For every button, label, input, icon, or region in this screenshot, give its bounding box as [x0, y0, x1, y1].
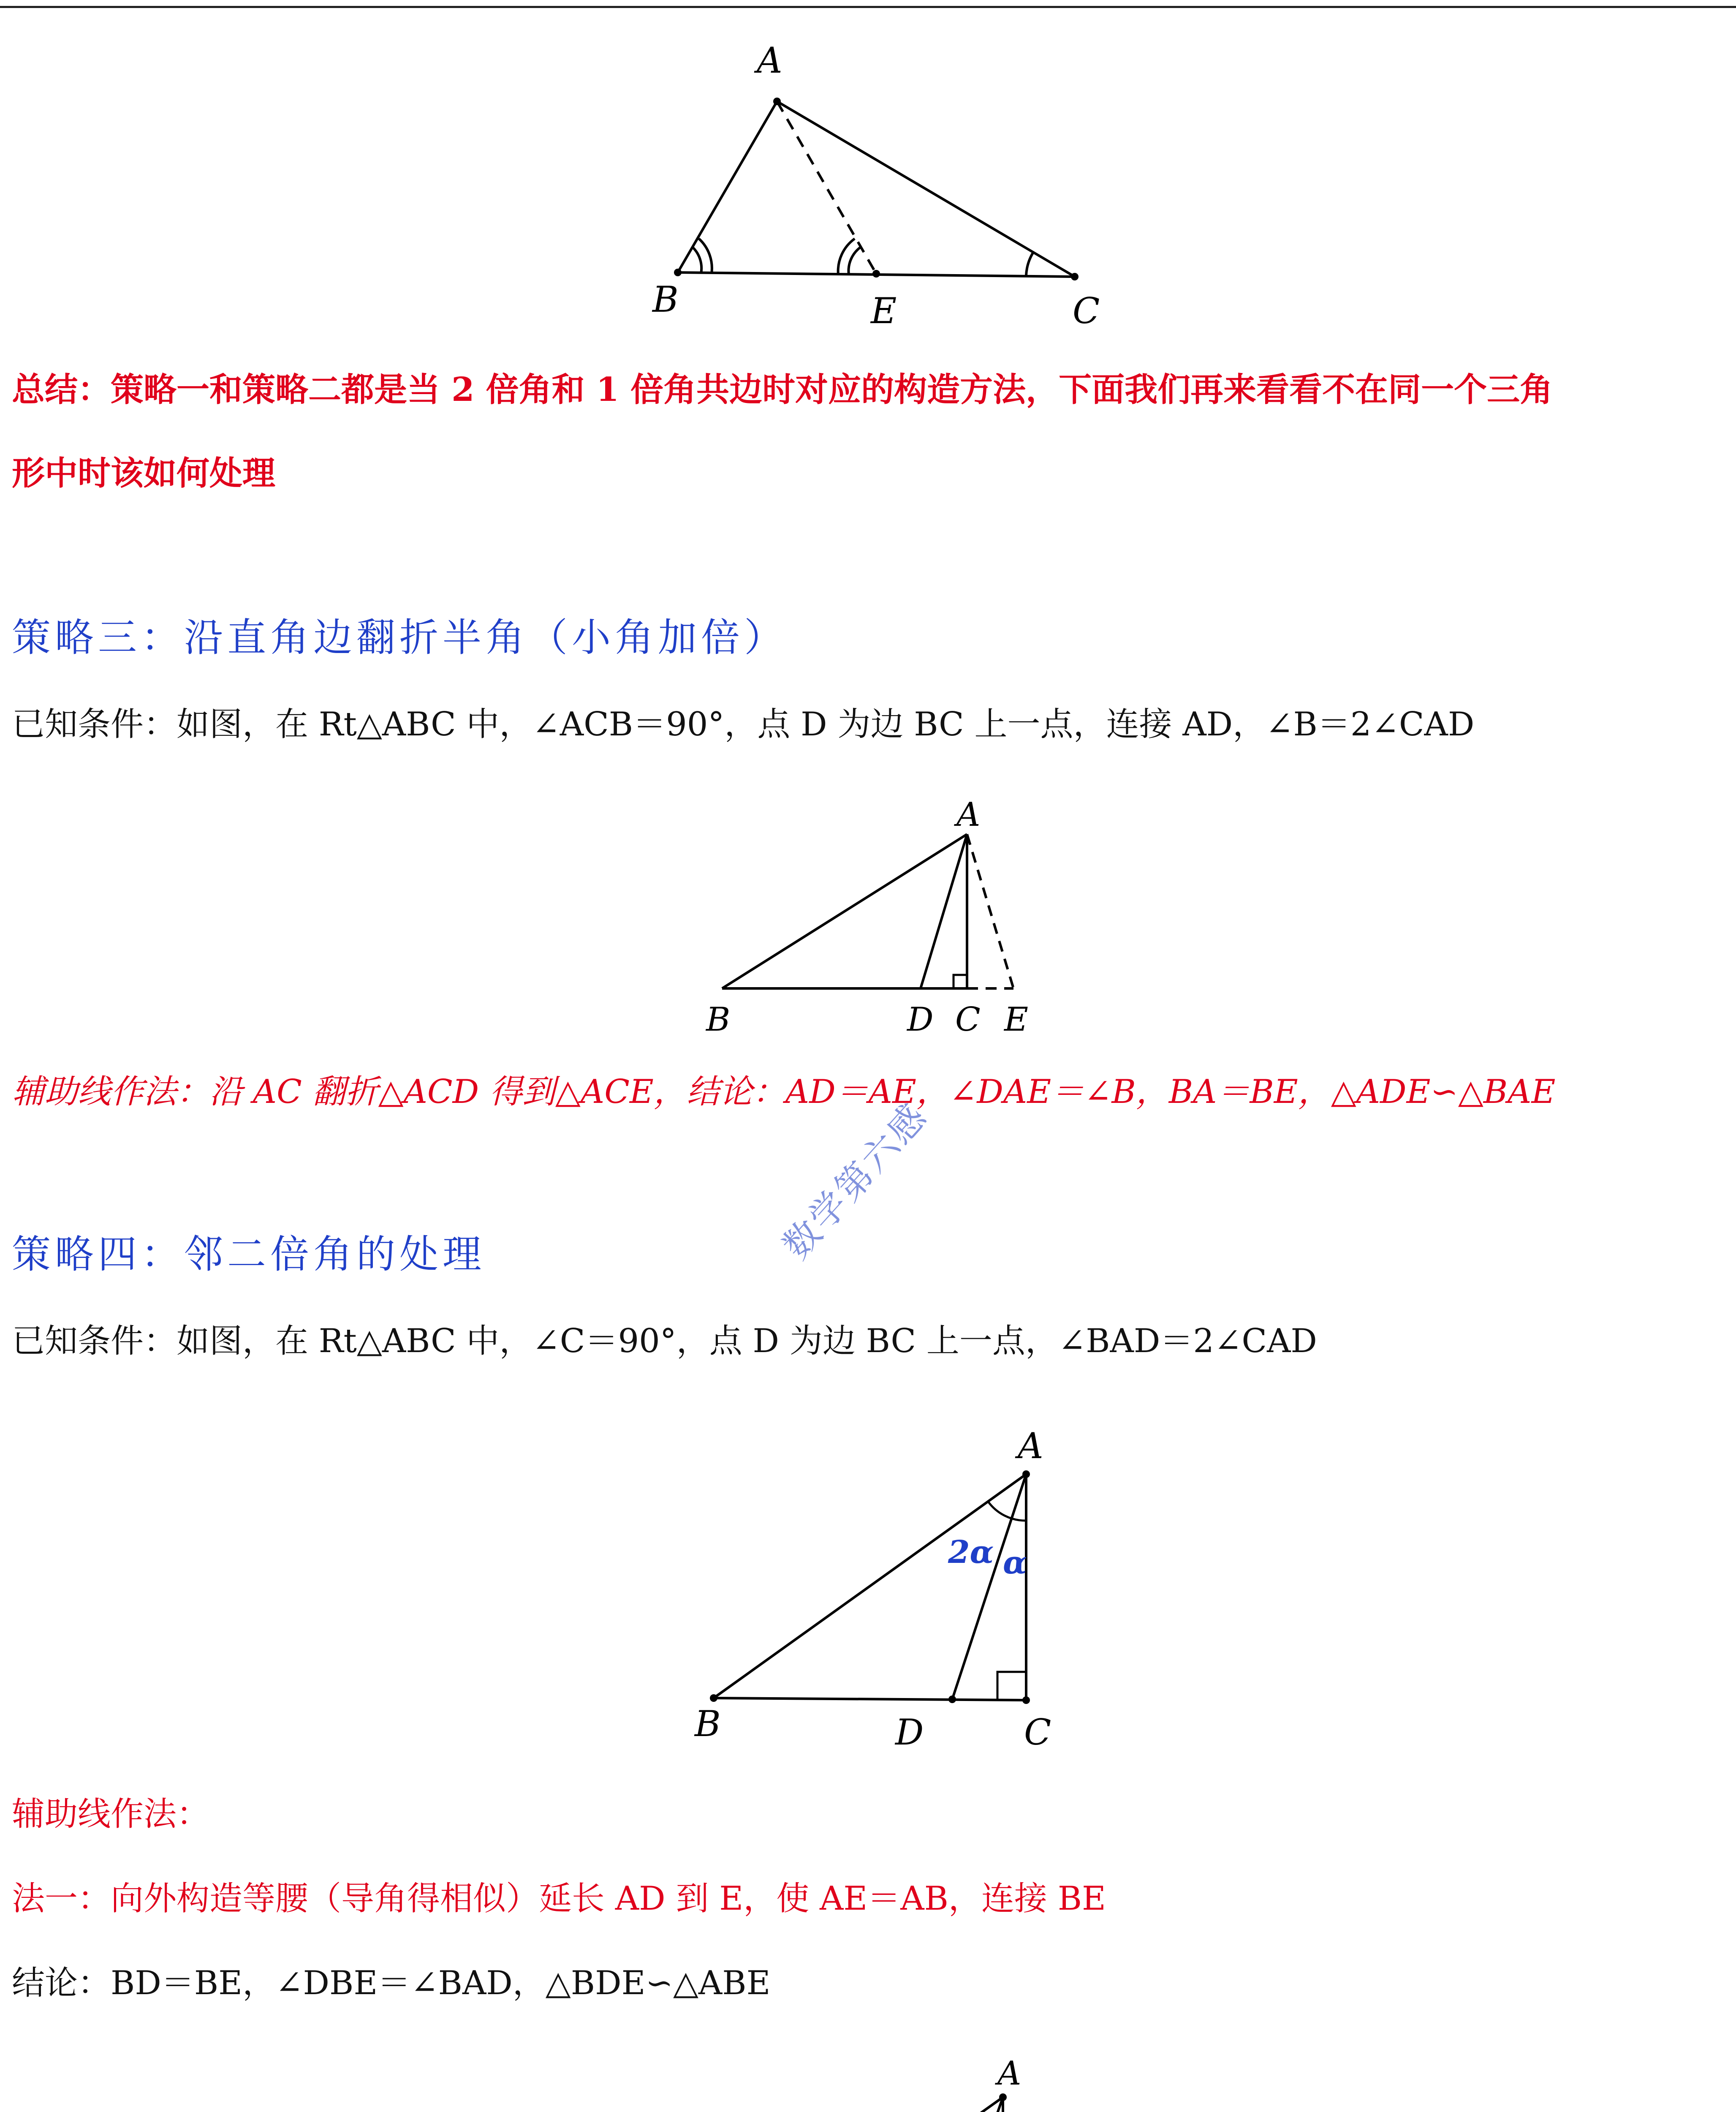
strategy4-heading: 策略四：邻二倍角的处理 — [12, 1232, 486, 1277]
fig3-label-c: C — [1024, 1712, 1051, 1753]
strategy4-aux-label: 辅助线作法： — [12, 1795, 210, 1833]
strategy4-conclusion: 结论：BD＝BE，∠DBE＝∠BAD，△BDE∽△ABE — [12, 1964, 771, 2002]
fig4-label-a: A — [997, 2055, 1021, 2093]
fig1-label-a: A — [757, 40, 782, 81]
watermark: 数学第六感 — [774, 1094, 936, 1268]
fig2-label-a: A — [956, 796, 981, 834]
strategy3-condition: 已知条件：如图，在 Rt△ABC 中，∠ACB＝90°，点 D 为边 BC 上一点，连接 AD，∠B＝2∠CAD — [12, 705, 1475, 743]
fig3-angle-alpha: α — [1003, 1545, 1027, 1581]
fig3-angle-2alpha: 2α — [948, 1534, 994, 1570]
strategy3-aux: 辅助线作法：沿 AC 翻折△ACD 得到△ACE，结论：AD＝AE，∠DAE＝∠B，BA＝BE，△ADE∽△BAE — [12, 1073, 1556, 1111]
summary-line-1: 总结：策略一和策略二都是当 2 倍角和 1 倍角共边时对应的构造方法，下面我们再来看看不在同一个三角 — [12, 370, 1553, 409]
fig2-label-d: D — [907, 1001, 934, 1039]
fig2-label-b: B — [706, 1001, 731, 1039]
fig1-label-e: E — [871, 290, 897, 332]
strategy4-condition: 已知条件：如图，在 Rt△ABC 中，∠C＝90°，点 D 为边 BC 上一点，∠BAD＝2∠CAD — [12, 1322, 1317, 1360]
fig1-label-b: B — [652, 279, 679, 320]
fig2-label-e: E — [1004, 1001, 1028, 1039]
fig3-label-b: B — [695, 1703, 721, 1745]
fig3-label-a: A — [1018, 1425, 1043, 1467]
fig3-label-d: D — [895, 1712, 924, 1753]
fig2-label-c: C — [955, 1001, 981, 1039]
summary-line-2: 形中时该如何处理 — [12, 454, 276, 493]
strategy3-heading: 策略三：沿直角边翻折半角（小角加倍） — [12, 615, 788, 660]
fig1-label-c: C — [1073, 290, 1100, 332]
strategy4-method1: 法一：向外构造等腰（导角得相似）延长 AD 到 E，使 AE＝AB，连接 BE — [12, 1880, 1106, 1918]
fig4-side-ab — [733, 2097, 1003, 2112]
